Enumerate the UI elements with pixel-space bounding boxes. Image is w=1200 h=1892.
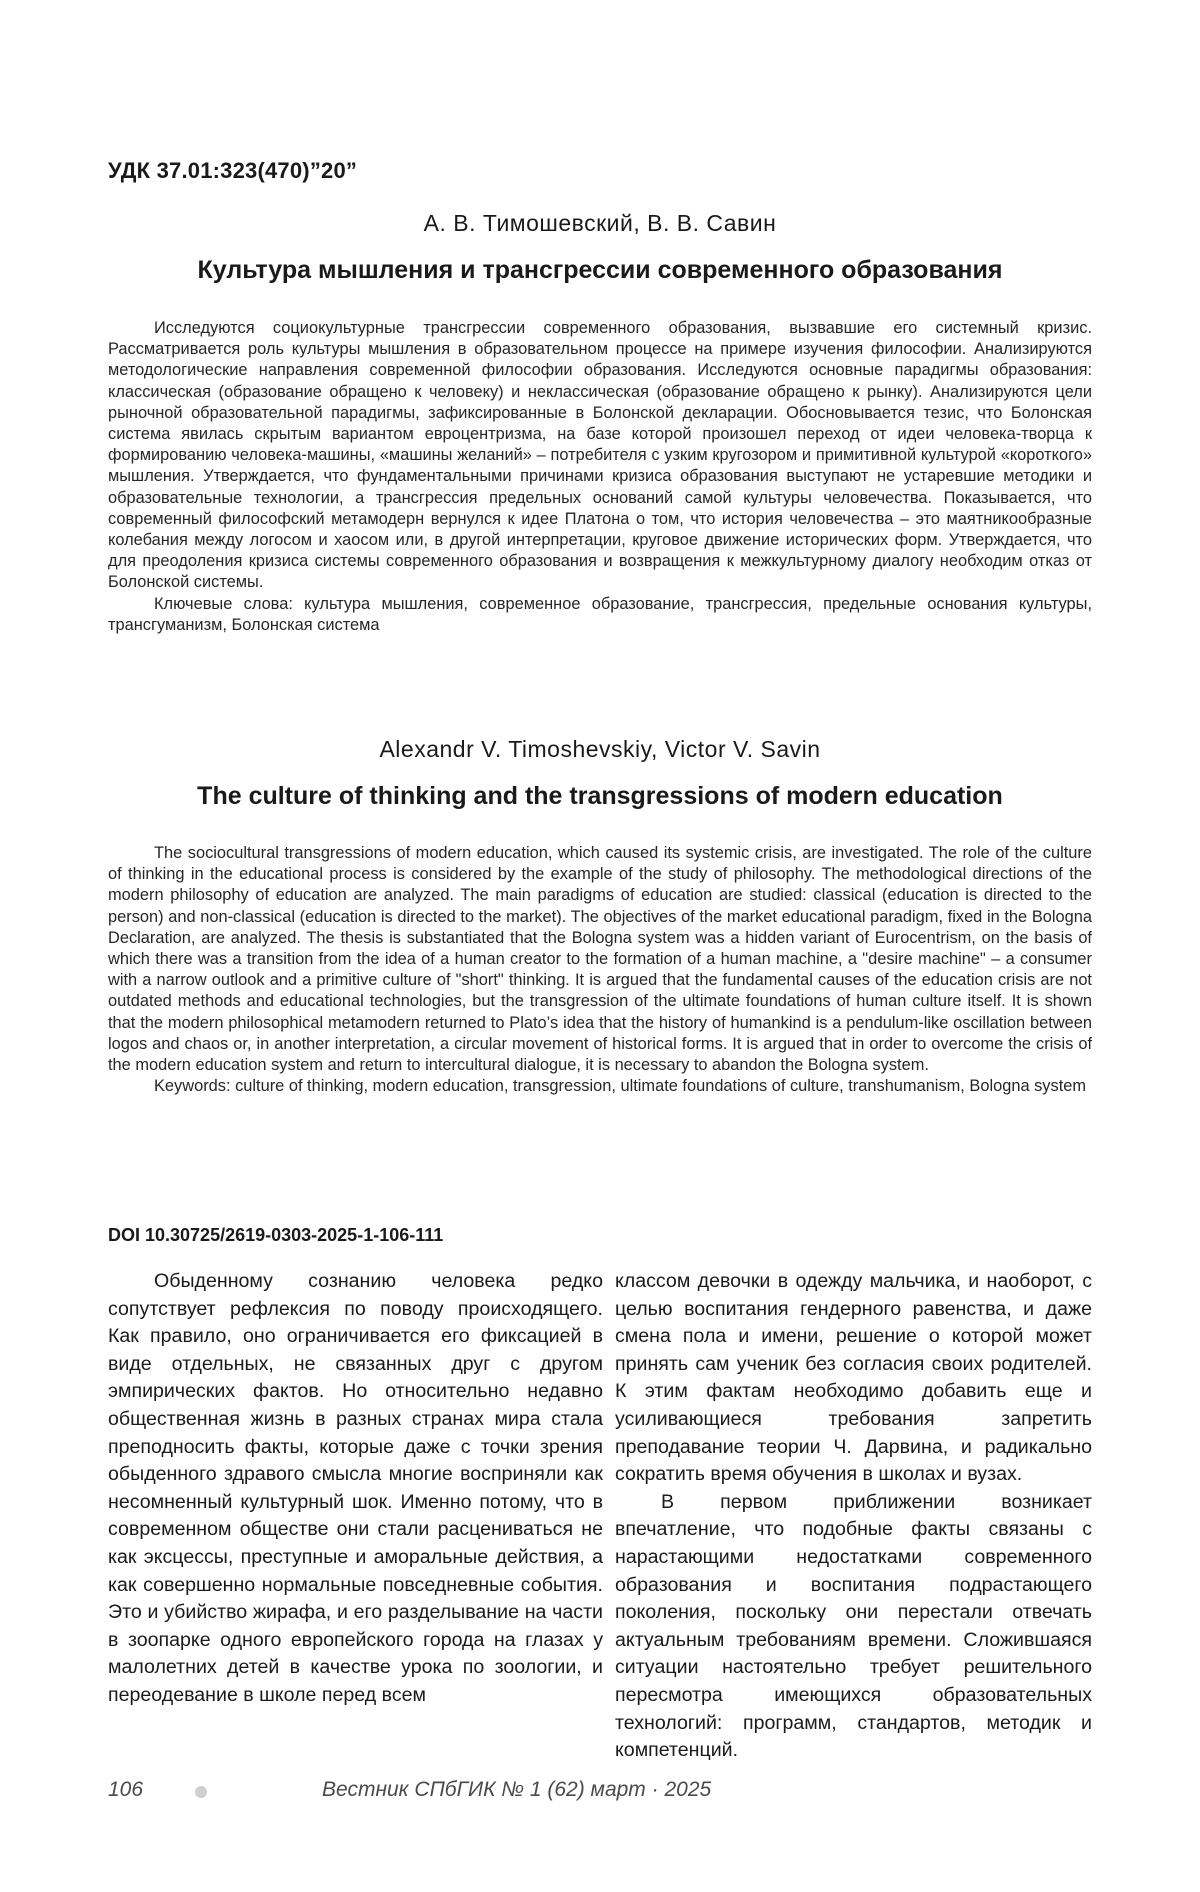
abstract-en — [108, 843, 1092, 1097]
body-paragraph: классом девочки в одежду мальчика, и наоборот, с целью воспитания гендерного равенства, и даже смена пола и имени, решение о которой может принять сам ученик без согласия своих родителей. К этим фактам необходимо добавить еще и усиливающиеся требования запретить преподавание теории Ч. Дарвина, и радикально сократить время обучения в школах и вузах. — [615, 1270, 1092, 1486]
body-column-left — [108, 1268, 603, 1710]
journal-name: Вестник СПбГИК № 1 (62) март · 2025 — [322, 1778, 712, 1801]
abstract-ru-text: Исследуются социокультурные трансгрессии современного образования, вызвавшие его системный кризис. Рассматривается роль культуры мышления в образовательном процессе на примере изучения философии. Анализируются методологические направления современной философии образования. Исследуются основные парадигмы образования: классическая (образование обращено к человеку) и неклассическая (образование обращено к рынку). Анализируются цели рыночной образовательной парадигмы, зафиксированные в Болонской декларации. Обосновывается тезис, что Болонская система явилась скрытым вариантом евроцентризма, на базе которой произошел переход от идеи человека-творца к формированию человека-машины, «машины желаний» – потребителя с узким кругозором и примитивной культурой «короткого» мышления. Утверждается, что фундаментальными причинами кризиса образования выступают не устаревшие методики и образовательные технологии, а трансгрессия предельных оснований самой культуры человечества. Показывается, что современный философский метамодерн вернулся к идее Платона о том, что история человечества – это маятникообразные колебания между логосом и хаосом или, в другой интерпретации, круговое движение исторических форм. Утверждается, что для преодоления кризиса системы современного образования и возвращения к межкультурному диалогу необходим отказ от Болонской системы. — [108, 319, 1092, 592]
keywords-ru: Ключевые слова: культура мышления, современное образование, трансгрессия, предельные основания культуры, трансгуманизм, Болонская система — [108, 594, 1092, 634]
doi: DOI 10.30725/2619-0303-2025-1-106-111 — [108, 1225, 444, 1245]
authors-ru: А. В. Тимошевский, В. В. Савин — [423, 210, 777, 236]
keywords-en: Keywords: culture of thinking, modern education, transgression, ultimate foundations of culture, transhumanism, Bologna system — [154, 1077, 1087, 1096]
body-column-right — [615, 1268, 1092, 1765]
page-number: 106 — [108, 1778, 144, 1801]
footer-dot-icon — [195, 1786, 207, 1798]
body-paragraph: В первом приближении возникает впечатление, что подобные факты связаны с нарастающими недостатками современного образования и воспитания подрастающего поколения, поскольку они перестали отвечать актуальным требованиям времени. Сложившаяся ситуации настоятельно требует решительного пересмотра имеющихся образовательных технологий: программ, стандартов, методик и компетенций. — [615, 1490, 1092, 1762]
abstract-en-text: The sociocultural transgressions of modern education, which caused its systemic crisis, are investigated. The role of the culture of thinking in the educational process is considered by the example of the study of philosophy. The methodological directions of the modern philosophy of education are analyzed. The main paradigms of education are studied: classical (education is directed to the person) and non-classical (education is directed to the market). The objectives of the market educational paradigm, fixed in the Bologna Declaration, are analyzed. The thesis is substantiated that the Bologna system was a hidden variant of Eurocentrism, on the basis of which there was a transition from the idea of a human creator to the formation of a human machine, a "desire machine" – a consumer with a narrow outlook and a primitive culture of "short" thinking. It is argued that the fundamental causes of the education crisis are not outdated methods and educational technologies, but the transgression of the ultimate foundations of human culture itself. It is shown that the modern philosophical metamodern returned to Plato’s idea that the history of humankind is a pendulum-like oscillation between logos and chaos or, in another interpretation, a circular movement of historical forms. It is argued that in order to overcome the crisis of the modern education system and return to intercultural dialogue, it is necessary to abandon the Bologna system. — [108, 844, 1092, 1075]
abstract-ru — [108, 318, 1092, 636]
title-en: The culture of thinking and the transgressions of modern education — [197, 782, 1003, 810]
body-paragraph: Обыденному сознанию человека редко сопутствует рефлексия по поводу происходящего. Как правило, оно ограничивается его фиксацией в виде отдельных, не связанных друг с другом эмпирических фактов. Но относительно недавно общественная жизнь в разных странах мира стала преподносить факты, которые даже с точки зрения обыденного здравого смысла многие восприняли как несомненный культурный шок. Именно потому, что в современном обществе они стали расцениваться не как эксцессы, преступные и аморальные действия, а как совершенно нормальные повседневные события. Это и убийство жирафа, и его разделывание на части в зоопарке одного европейского города на глазах у малолетних детей в качестве урока по зоологии, и переодевание в школе перед всем — [108, 1270, 603, 1706]
title-ru: Культура мышления и трансгрессии современного образования — [197, 256, 1003, 284]
authors-en: Alexandr V. Timoshevskiy, Victor V. Savin — [379, 736, 821, 762]
udk-code: УДК 37.01:323(470)”20” — [108, 158, 358, 183]
